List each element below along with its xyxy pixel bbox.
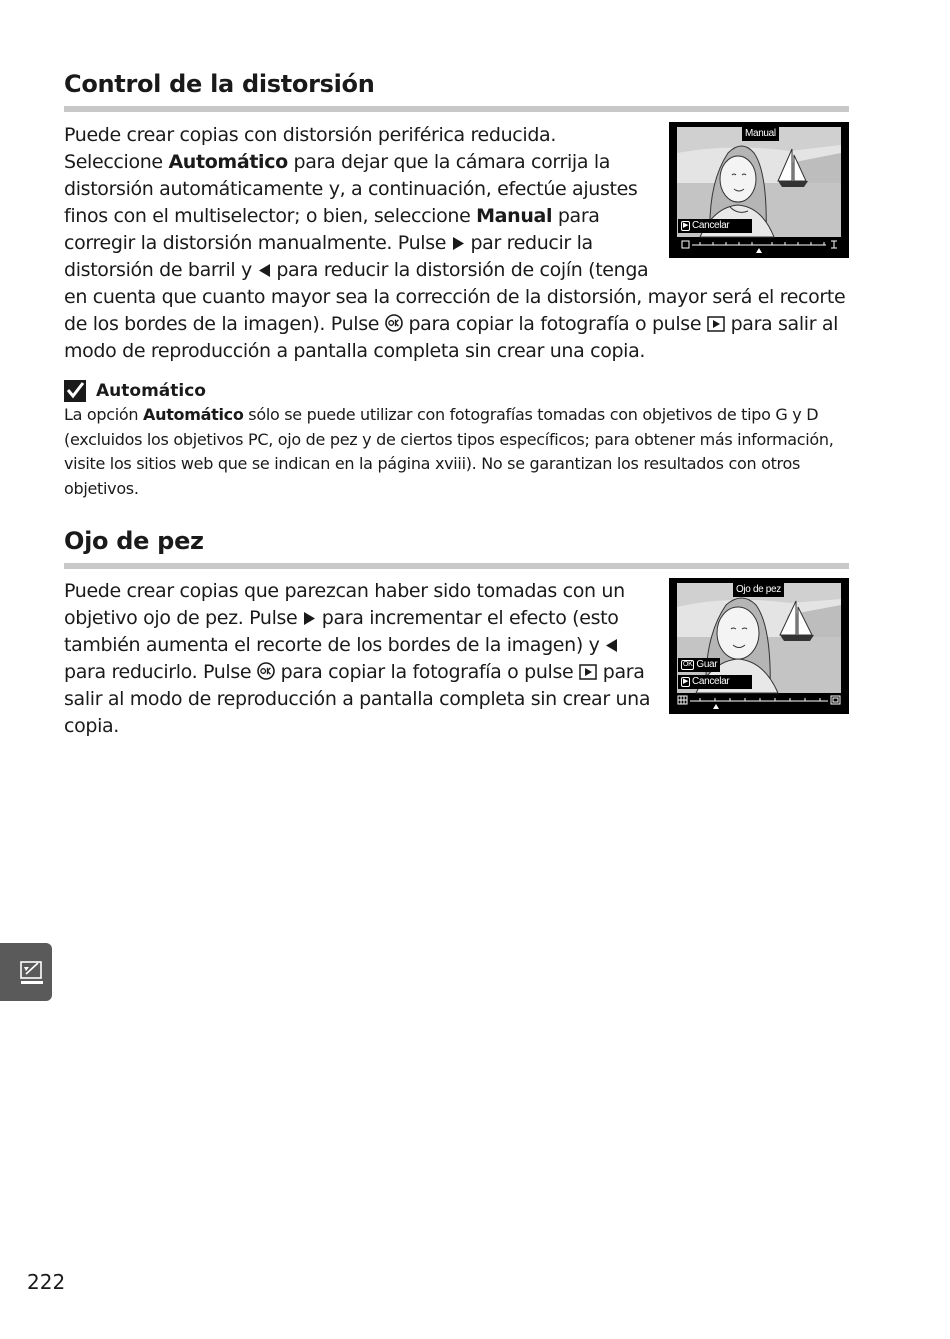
note-heading: Automático: [64, 380, 206, 402]
page-number: 222: [27, 1270, 66, 1294]
retouch-menu-tab: [0, 943, 52, 1001]
distortion-screen-wrapper: [669, 122, 849, 258]
left-arrow-icon: [258, 263, 271, 278]
ok-button-icon: OK: [683, 661, 693, 668]
ok-button-icon: [257, 662, 275, 680]
section-title-distortion: Control de la distorsión: [64, 70, 375, 98]
ok-button-icon: [385, 314, 403, 332]
playback-button-icon: [579, 664, 597, 680]
right-arrow-icon: [452, 236, 465, 251]
fisheye-portrait-illustration: [670, 579, 848, 713]
section-rule: [64, 563, 849, 569]
fisheye-screen-wrapper: [669, 578, 849, 703]
left-arrow-icon: [605, 638, 618, 653]
fisheye-mode-label: Ojo de pez: [733, 583, 784, 597]
ok-save-label: OK Guar: [678, 658, 720, 672]
cancel-label: ▶ Cancelar: [678, 675, 752, 689]
note-check-icon: [64, 380, 86, 402]
playback-button-icon: [707, 316, 725, 332]
fisheye-paragraph: Ojo de pez OK Guar ▶ Cancelar Puede crear copias que parezcan haber sido tomadas con un objetivo ojo de pez. Pulse para incrementar el efecto (esto también aumenta el recorte de los bordes de la imagen) y para reducirlo. Pulse para copiar la fotografía o pulse para salir al modo de reproducción a pantalla completa sin crear una copia.: [64, 578, 849, 740]
portrait-sailboat-illustration: [670, 123, 848, 257]
cancel-label: ▶ Cancelar: [678, 219, 752, 233]
section-title-fisheye: Ojo de pez: [64, 527, 204, 555]
note-text: La opción Automático sólo se puede utilizar con fotografías tomadas con objetivos de tipo G y D (excluidos los objetivos PC, ojo de pez y de ciertos tipos específicos; para obtener más información, visite los sitios web que se indican en la página xviii). No se garantizan los resultados con otros objetivos.: [64, 405, 834, 498]
distortion-camera-screen: [669, 122, 849, 258]
fisheye-camera-screen: [669, 578, 849, 714]
retouch-menu-icon: [0, 943, 52, 1001]
section-rule: [64, 106, 849, 112]
right-arrow-icon: [303, 611, 316, 626]
distortion-paragraph: Manual ▶ Cancelar Puede crear copias con distorsión periférica reducida. Seleccione Automático para dejar que la cámara corrija la distorsión automáticamente y, a continuación, efectúe ajustes finos con el multiselector; o bien, seleccione Manual para corregir la distorsión manualmente. Pulse par reducir la distorsión de barril y para reducir la distorsión de cojín (tenga en cuenta que cuanto mayor sea la corrección de la distorsión, mayor será el recorte de los bordes de la imagen). Pulse para copiar la fotografía o pulse para salir al modo de reproducción a pantalla completa sin crear una copia.: [64, 122, 849, 365]
playback-button-icon: ▶: [683, 678, 689, 685]
playback-button-icon: ▶: [683, 222, 689, 229]
manual-mode-label: Manual: [742, 127, 779, 141]
